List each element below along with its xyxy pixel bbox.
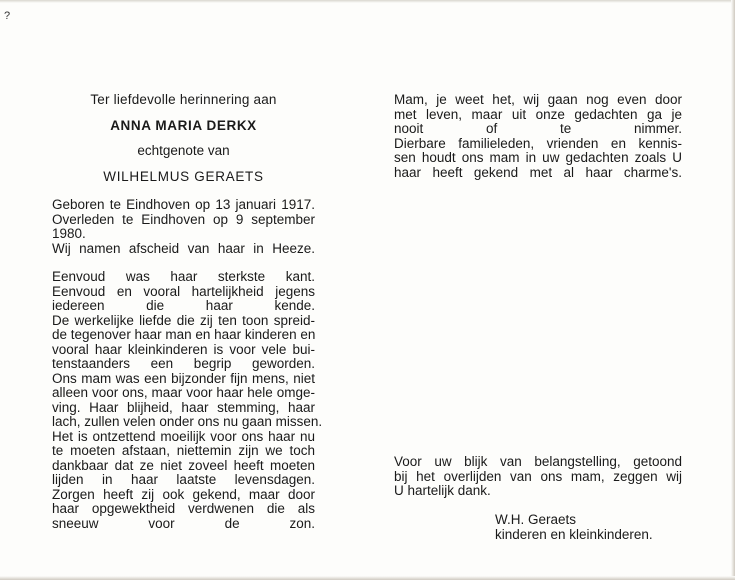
right-column (394, 93, 682, 190)
text-line: vooral haar kleinkinderen is voor vele bui- (52, 341, 315, 357)
text-line: Het is ontzettend moeilijk voor ons haar nu (52, 428, 315, 444)
text-line: Overleden te Eindhoven op 9 september (52, 211, 315, 227)
relation-line: echtgenote van (137, 143, 230, 158)
card-edge-right (731, 0, 735, 580)
text-line: Dierbare familieleden, vrienden en kennis- (394, 135, 682, 151)
intro-line: Ter liefdevolle herinnering aan (90, 92, 277, 107)
text-line: Eenvoud en vooral hartelijkheid jegens (52, 283, 315, 299)
text-line: Wij namen afscheid van haar in Heeze. (52, 240, 315, 256)
text-line: Eenvoud was haar sterkste kant. (52, 269, 315, 284)
signature-name: W.H. Geraets (495, 512, 577, 527)
text-line: haar heeft gekend met al haar charme's. (394, 164, 682, 180)
card-edge-top (0, 0, 735, 3)
dates-paragraph (52, 198, 315, 256)
text-line: met leven, maar uit onze gedachten ga je (394, 106, 682, 122)
text-line: haar opgewektheid verdwenen die als (52, 501, 315, 516)
spouse-name: WILHELMUS GERAETS (103, 168, 264, 184)
text-line: de tegenover haar man en haar kinderen en (52, 327, 316, 342)
thanks-paragraph (394, 455, 682, 499)
text-line: tenstaanders een begrip geworden. (52, 356, 315, 371)
text-line: ving. Haar blijheid, haar stemming, haar (52, 399, 315, 415)
text-line: Geboren te Eindhoven op 13 januari 1917. (52, 197, 315, 212)
left-column (52, 92, 323, 541)
tribute-paragraph (52, 269, 323, 531)
corner-mark: ? (4, 10, 11, 22)
text-line: De werkelijke liefde die zij ten toon spreid- (52, 312, 315, 328)
text-line: te moeten afstaan, niettemin zijn we toch (52, 443, 315, 458)
deceased-name: ANNA MARIA DERKX (110, 117, 257, 133)
text-line: nooit of te nimmer. (394, 121, 682, 136)
text-line: sneeuw voor de zon. (52, 515, 315, 531)
text-line: lijden in haar laatste levensdagen. (52, 472, 315, 487)
text-line: Zorgen heeft zij ook gekend, maar door (52, 486, 315, 502)
text-line: Mam, je weet het, wij gaan nog even door (394, 92, 682, 107)
text-line: lach, zullen velen onder ons nu gaan missen. (52, 414, 323, 429)
signature-block (495, 513, 653, 542)
signature-family: kinderen en kleinkinderen. (495, 526, 653, 542)
text-line: bij het overlijden van ons mam, zeggen wij (394, 468, 682, 484)
card-edge-bottom (0, 576, 735, 580)
text-line: Ons mam was een bijzonder fijn mens, niet (52, 370, 315, 386)
text-line: 1980. (52, 226, 86, 241)
text-line: U hartelijk dank. (394, 483, 491, 498)
text-line: alleen voor ons, maar voor haar hele omge- (52, 385, 315, 400)
text-line: dankbaar dat ze niet zoveel heeft moeten (52, 457, 315, 473)
farewell-paragraph (394, 93, 682, 180)
text-line: iedereen die haar kende. (52, 298, 315, 313)
text-line: sen houdt ons mam in uw gedachten zoals U (394, 150, 682, 165)
text-line: Voor uw blijk van belangstelling, getoond (394, 454, 682, 469)
